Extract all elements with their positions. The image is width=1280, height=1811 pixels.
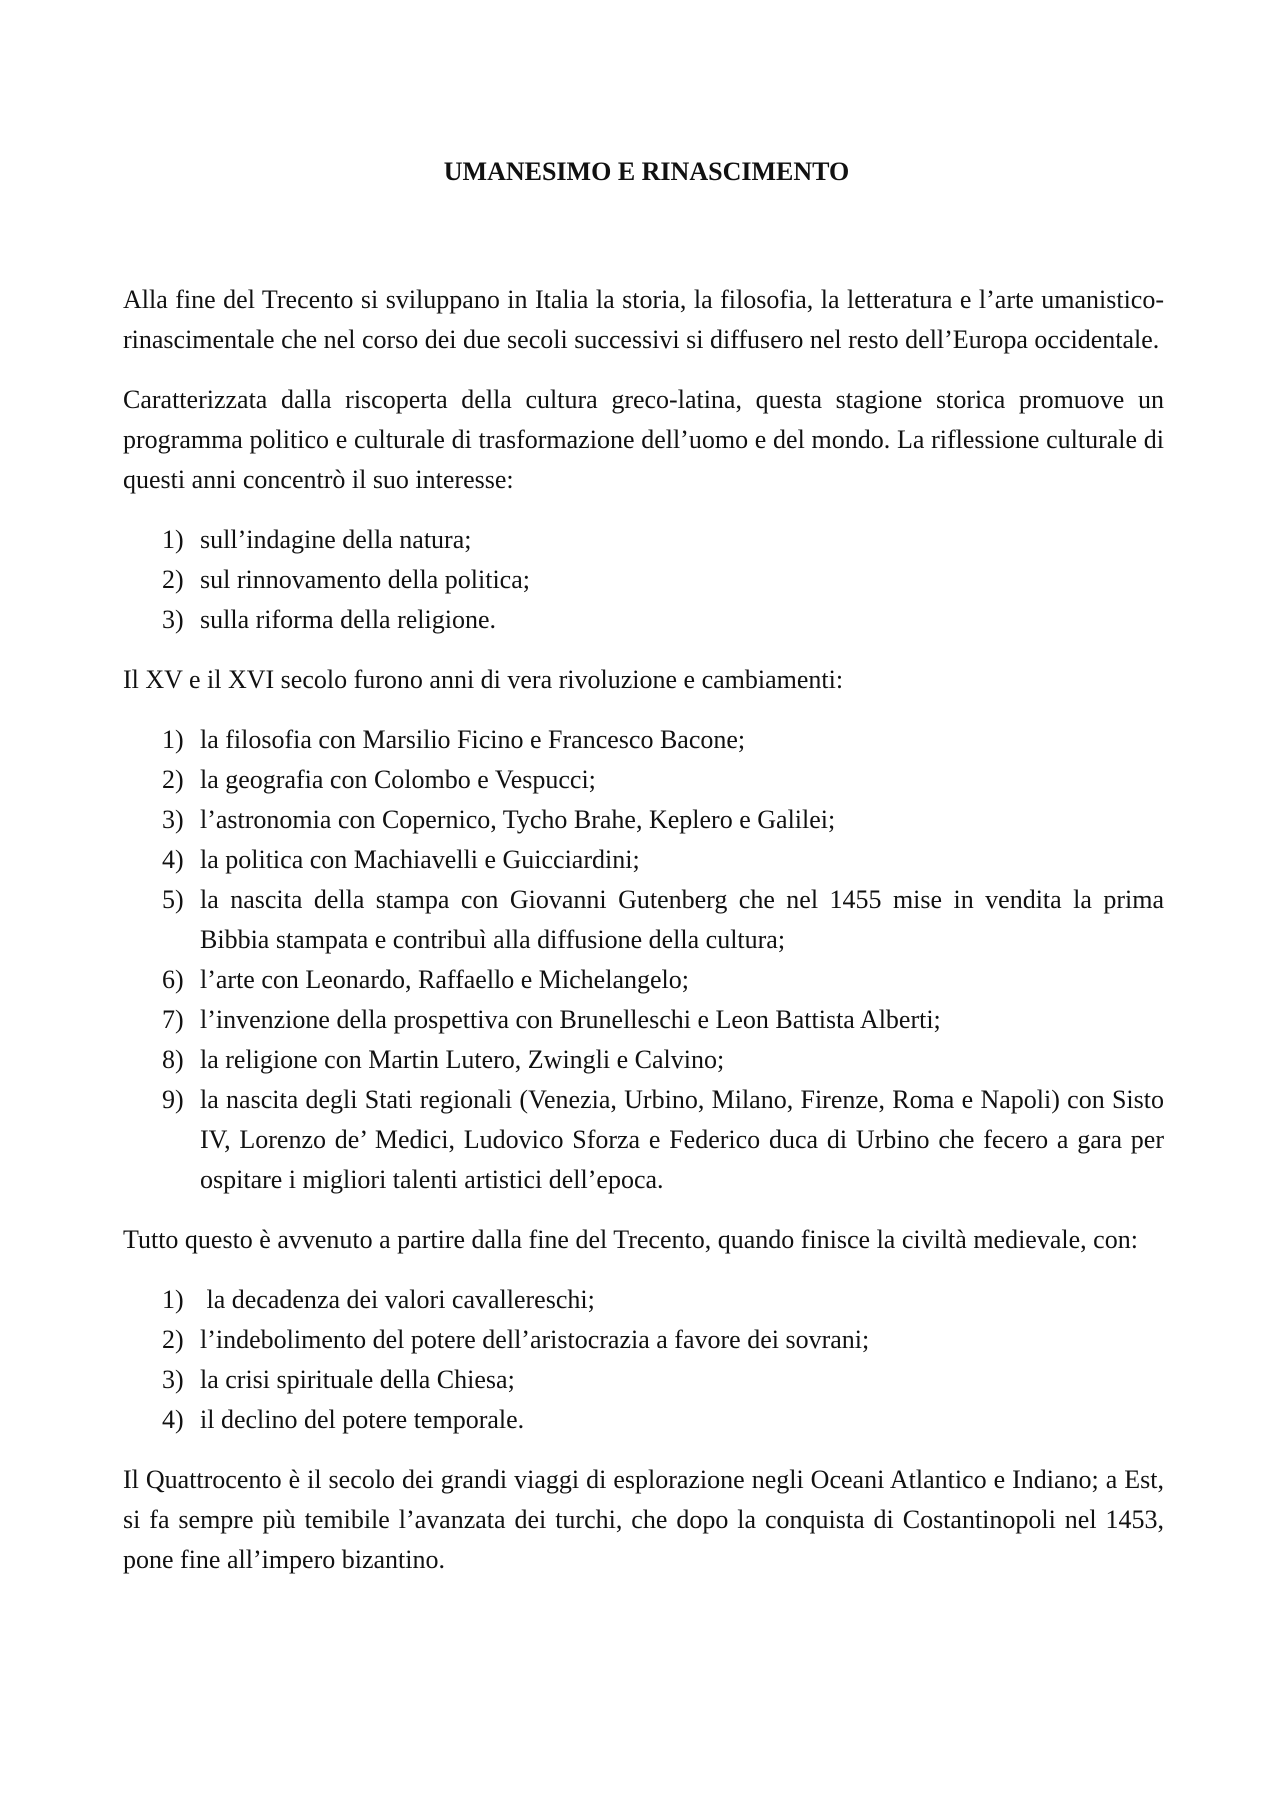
interest-list <box>123 520 1164 640</box>
list-text: la religione con Martin Lutero, Zwingli e Calvino; <box>200 1045 725 1074</box>
list-text: sulla riforma della religione. <box>200 605 497 634</box>
list-number: 2) <box>162 1325 184 1354</box>
list-number: 4) <box>162 1405 184 1434</box>
list-text: l’astronomia con Copernico, Tycho Brahe, Keplero e Galilei; <box>200 805 836 834</box>
list-number: 3) <box>162 1365 184 1394</box>
list-text: la geografia con Colombo e Vespucci; <box>200 765 596 794</box>
list-number: 1) <box>162 525 184 554</box>
list-item <box>123 720 1164 760</box>
list-number: 7) <box>162 1005 184 1034</box>
list-item <box>123 560 1164 600</box>
list-number: 5) <box>162 885 184 914</box>
list-item <box>123 960 1164 1000</box>
list-number: 9) <box>162 1085 184 1114</box>
list-number: 3) <box>162 605 184 634</box>
list-item <box>123 1040 1164 1080</box>
paragraph-characterization: Caratterizzata dalla riscoperta della cultura greco-latina, questa stagione storica promuove un programma politico e culturale di trasformazione dell’uomo e del mondo. La riflessione culturale di questi anni concentrò il suo interesse: <box>123 385 1164 494</box>
list-number: 6) <box>162 965 184 994</box>
list-item <box>123 1280 1164 1320</box>
list-number: 1) <box>162 725 184 754</box>
paragraph-medieval-end: Tutto questo è avvenuto a partire dalla fine del Trecento, quando finisce la civiltà medievale, con: <box>123 1225 1138 1254</box>
list-text: sull’indagine della natura; <box>200 525 472 554</box>
paragraph-quattrocento: Il Quattrocento è il secolo dei grandi viaggi di esplorazione negli Oceani Atlantico e Indiano; a Est, si fa sempre più temibile l’avanzata dei turchi, che dopo la conquista di Costantinopoli nel 1453, pone fine all’impero bizantino. <box>123 1465 1164 1574</box>
list-item <box>123 840 1164 880</box>
list-number: 2) <box>162 765 184 794</box>
paragraph-revolution: Il XV e il XVI secolo furono anni di vera rivoluzione e cambiamenti: <box>123 665 844 694</box>
list-text: l’invenzione della prospettiva con Brunelleschi e Leon Battista Alberti; <box>200 1005 941 1034</box>
list-number: 1) <box>162 1285 184 1314</box>
paragraph-intro: Alla fine del Trecento si sviluppano in Italia la storia, la filosofia, la letteratura e l’arte umanistico-rinascimentale che nel corso dei due secoli successivi si diffusero nel resto dell’Europa occidentale. <box>123 285 1164 354</box>
list-number: 8) <box>162 1045 184 1074</box>
list-number: 2) <box>162 565 184 594</box>
list-text: la politica con Machiavelli e Guicciardini; <box>200 845 640 874</box>
list-text: la decadenza dei valori cavallereschi; <box>200 1285 595 1314</box>
list-text: l’indebolimento del potere dell’aristocrazia a favore dei sovrani; <box>200 1325 870 1354</box>
list-number: 3) <box>162 805 184 834</box>
list-item <box>123 1320 1164 1360</box>
document-title: UMANESIMO E RINASCIMENTO <box>443 157 850 186</box>
list-item <box>123 880 1164 960</box>
changes-list <box>123 720 1164 1200</box>
list-item <box>123 1400 1164 1440</box>
list-text: sul rinnovamento della politica; <box>200 565 530 594</box>
list-text: la crisi spirituale della Chiesa; <box>200 1365 515 1394</box>
list-item <box>123 1000 1164 1040</box>
list-text: l’arte con Leonardo, Raffaello e Michelangelo; <box>200 965 689 994</box>
list-text: la filosofia con Marsilio Ficino e Francesco Bacone; <box>200 725 746 754</box>
list-text: la nascita degli Stati regionali (Venezia, Urbino, Milano, Firenze, Roma e Napoli) con Sisto IV, Lorenzo de’ Medici, Ludovico Sforza e Federico duca di Urbino che fecero a gara per ospitare i migliori talenti artistici dell’epoca. <box>200 1085 1164 1194</box>
list-item <box>123 1360 1164 1400</box>
medieval-decline-list <box>123 1280 1164 1440</box>
list-text: la nascita della stampa con Giovanni Gutenberg che nel 1455 mise in vendita la prima Bibbia stampata e contribuì alla diffusione della cultura; <box>200 885 1164 954</box>
list-text: il declino del potere temporale. <box>200 1405 525 1434</box>
list-item <box>123 520 1164 560</box>
list-number: 4) <box>162 845 184 874</box>
list-item <box>123 760 1164 800</box>
list-item <box>123 600 1164 640</box>
list-item <box>123 1080 1164 1200</box>
list-item <box>123 800 1164 840</box>
